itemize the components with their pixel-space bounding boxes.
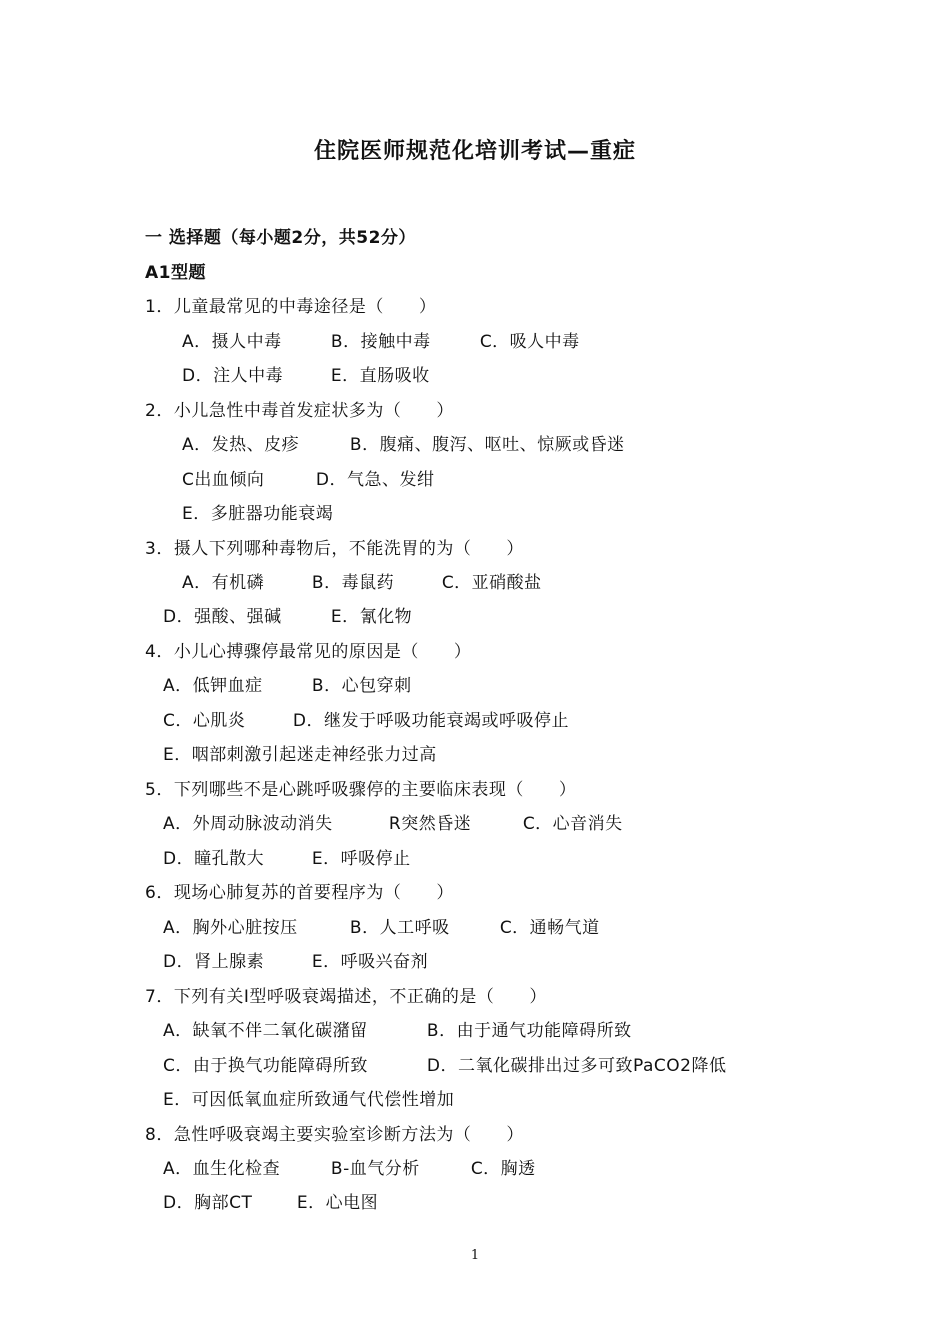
option: B-血气分析: [330, 1159, 420, 1179]
option: D．肾上腺素: [163, 952, 265, 972]
question-5-options-row-2: [163, 844, 411, 869]
question-3-stem: 3．摄人下列哪种毒物后，不能洗胃的为（ ）: [145, 539, 524, 559]
option: B．毒鼠药: [311, 573, 395, 593]
option: D．强酸、强碱: [163, 607, 282, 627]
option: E．多脏器功能衰竭: [182, 504, 334, 524]
option: E．可因低氧血症所致通气代偿性增加: [163, 1090, 455, 1110]
option: A．缺氧不伴二氧化碳潴留: [163, 1021, 368, 1041]
option: C出血倾向: [182, 470, 265, 490]
option: E．咽部刺激引起迷走神经张力过高: [163, 745, 437, 765]
option: A．摄人中毒: [182, 332, 282, 352]
question-4-stem: 4．小儿心搏骤停最常见的原因是（ ）: [145, 642, 472, 662]
option: A．低钾血症: [163, 676, 263, 696]
question-1-options-row-1: [182, 327, 580, 352]
question-2-options-row-2: [182, 465, 435, 490]
option: D．气急、发绀: [315, 470, 435, 490]
option: A．有机磷: [182, 573, 265, 593]
option: A．发热、皮疹: [182, 435, 300, 455]
subsection-heading: A1型题: [145, 263, 206, 283]
option: C．通畅气道: [499, 918, 600, 938]
question-3-options-row-1: [182, 568, 542, 593]
question-6-options-row-1: [163, 913, 600, 938]
question-7-options-row-3: [163, 1085, 454, 1110]
question-5-stem: 5．下列哪些不是心跳呼吸骤停的主要临床表现（ ）: [145, 780, 577, 800]
option: D．继发于呼吸功能衰竭或呼吸停止: [292, 711, 569, 731]
option: D．二氧化碳排出过多可致PaCO2降低: [426, 1056, 727, 1076]
option: A．血生化检查: [163, 1159, 281, 1179]
question-8-stem: 8．急性呼吸衰竭主要实验室诊断方法为（ ）: [145, 1125, 524, 1145]
question-3-options-row-2: [163, 602, 412, 627]
question-7-stem: 7．下列有关Ⅰ型呼吸衰竭描述，不正确的是（ ）: [145, 987, 547, 1007]
option: B．心包穿刺: [311, 676, 412, 696]
question-1-options-row-2: [182, 361, 430, 386]
option: C．吸人中毒: [479, 332, 580, 352]
option: A．胸外心脏按压: [163, 918, 298, 938]
option: C．心音消失: [522, 814, 623, 834]
option: C．胸透: [470, 1159, 536, 1179]
option: B．由于通气功能障碍所致: [426, 1021, 632, 1041]
question-6-options-row-2: [163, 947, 428, 972]
question-5-options-row-1: [163, 809, 623, 834]
option: D．注人中毒: [182, 366, 284, 386]
option: E．直肠吸收: [330, 366, 430, 386]
question-8-options-row-2: [163, 1188, 378, 1213]
page-number: 1: [470, 1248, 480, 1263]
option: C．由于换气功能障碍所致: [163, 1056, 368, 1076]
question-2-options-row-1: [182, 430, 625, 455]
option: B．接触中毒: [330, 332, 431, 352]
page-title: 住院医师规范化培训考试—重症: [313, 139, 636, 164]
option: C．心肌炎: [163, 711, 246, 731]
option: A．外周动脉波动消失: [163, 814, 333, 834]
question-2-options-row-3: [182, 499, 333, 524]
option: E．心电图: [296, 1193, 379, 1213]
question-6-stem: 6．现场心肺复苏的首要程序为（ ）: [145, 883, 454, 903]
question-2-stem: 2．小儿急性中毒首发症状多为（ ）: [145, 401, 454, 421]
question-4-options-row-1: [163, 671, 412, 696]
option: E．氰化物: [330, 607, 413, 627]
option: E．呼吸停止: [311, 849, 411, 869]
question-8-options-row-1: [163, 1154, 536, 1179]
option: C．亚硝酸盐: [441, 573, 542, 593]
question-7-options-row-2: [163, 1051, 726, 1076]
option: D．瞳孔散大: [163, 849, 265, 869]
question-4-options-row-2: [163, 706, 569, 731]
question-4-options-row-3: [163, 740, 437, 765]
question-1-stem: 1．儿童最常见的中毒途径是（ ）: [145, 297, 437, 317]
option: D．胸部CT: [163, 1193, 253, 1213]
option: R突然昏迷: [388, 814, 472, 834]
question-7-options-row-1: [163, 1016, 632, 1041]
option: B．腹痛、腹泻、呕吐、惊厥或昏迷: [349, 435, 625, 455]
option: E．呼吸兴奋剂: [311, 952, 429, 972]
option: B．人工呼吸: [349, 918, 450, 938]
section-heading: 一 选择题（每小题2分，共52分）: [145, 228, 416, 248]
